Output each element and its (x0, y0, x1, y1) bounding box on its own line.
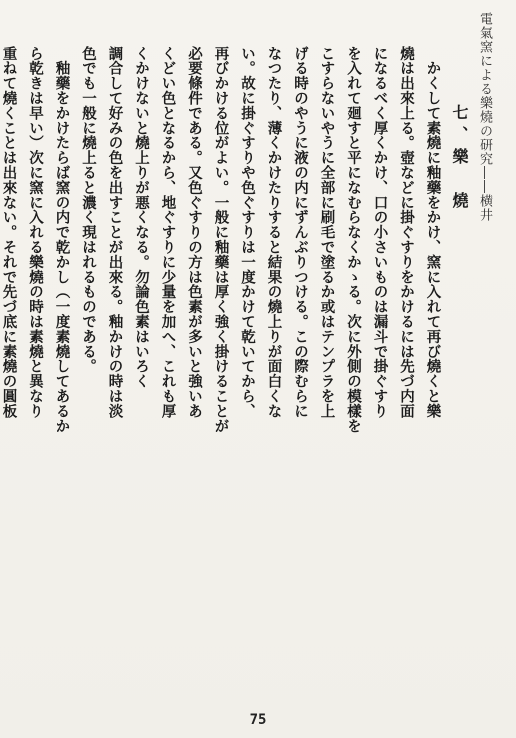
text-line: い。故に掛ぐすりや色ぐすりは一度かけて乾いてから、 (239, 46, 256, 419)
text-line: 調合して好みの色を出すことが出來る。釉かけの時は淡 (106, 46, 124, 419)
text-line: 色でも一般に燒上ると濃く現はれるものである。 (80, 46, 97, 374)
section-title: 七、樂 燒 (450, 104, 469, 214)
text-line: かくして素燒に釉藥をかけ、窯に入れて再び燒くと樂 (424, 46, 442, 419)
text-line: 釉藥をかけたらば窯の内で乾かし（一度素燒してあるか (53, 46, 71, 434)
text-line: くどい色となるから、地ぐすりに少量を加へ、これも厚 (159, 46, 177, 419)
text-line: 必要條件である。又色ぐすりの方は色素が多いと強いあ (186, 46, 203, 419)
text-line: になるべく厚くかけ、口の小さいものは漏斗で掛ぐすり (371, 46, 389, 419)
text-line: 燒は出來上る。壺などに掛ぐすりをかけるには先づ内面 (398, 46, 415, 419)
text-line: 再びかける位がよい。一般に釉藥は厚く強く掛けることが (212, 46, 230, 434)
text-line: 重ねて燒くことは出來ない。それで先づ底に素燒の圓板 (0, 46, 18, 419)
page-number: 75 (249, 712, 267, 728)
text-line: げる時のやうに液の内にずんぶりつける。この際むらに (292, 46, 309, 419)
text-line: を入れて廻すと平になむらなくかゝる。次に外側の模樣を (345, 46, 362, 434)
body-text (0, 46, 472, 691)
text-line: こすらないやうに全部に刷毛で塗るか或はテンプラを上 (318, 46, 336, 419)
text-line: なつたり、薄くかけたりすると結果の燒上りが面白くな (265, 46, 283, 419)
text-line: くかけないと燒上りが悪くなる。勿論色素はいろく (133, 46, 150, 389)
running-header: 電氣窯による樂燒の研究――横井 (477, 12, 492, 222)
text-line: ら乾きは早い）次に窯に入れる樂燒の時は素燒と異なり (27, 46, 44, 419)
